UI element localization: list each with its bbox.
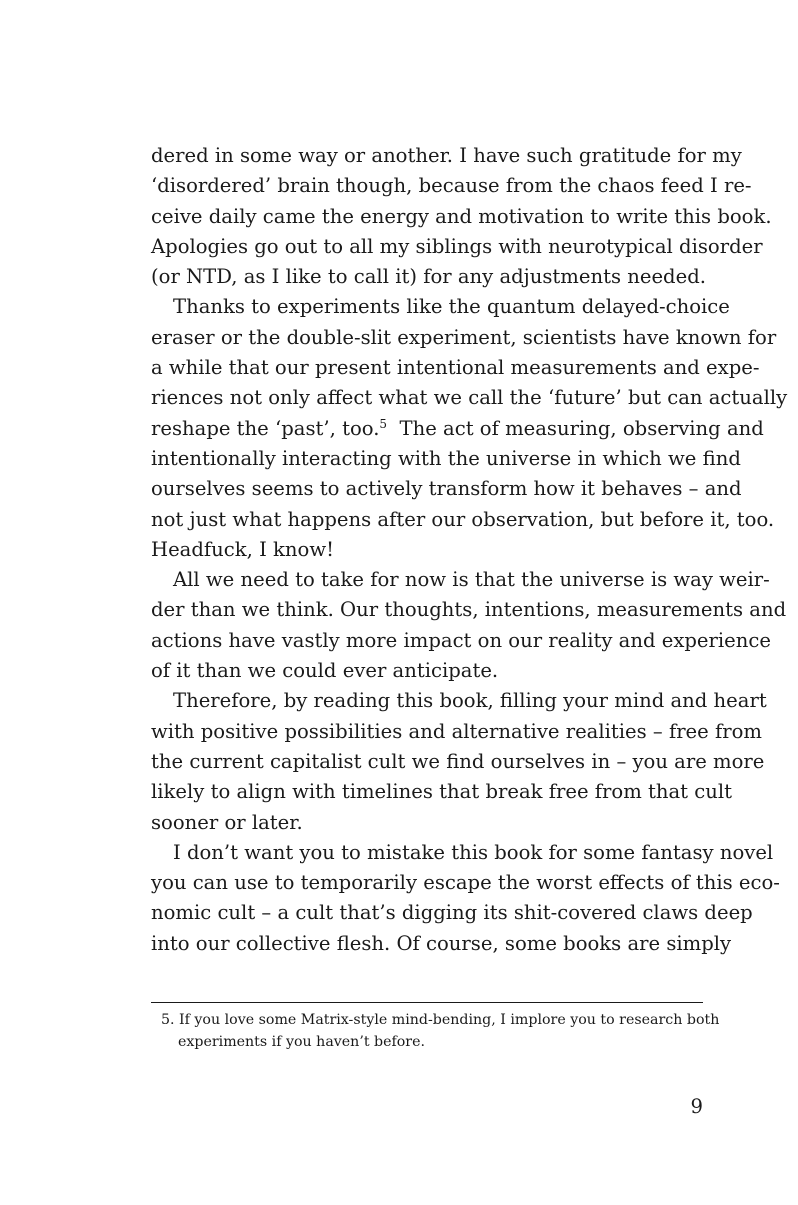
- text-line: Therefore, by reading this book, filling your mind and heart: [173, 689, 767, 713]
- text-line: into our collective flesh. Of course, some books are simply: [151, 931, 732, 955]
- text-line: eraser or the double-slit experiment, scientists have known for: [151, 325, 777, 349]
- text-segment: The act of measuring, observing and: [399, 416, 764, 440]
- text-line: riences not only affect what we call the ‘future’ but can actually: [151, 386, 788, 410]
- text-line: not just what happens after our observation, but before it, too.: [151, 507, 775, 531]
- body-text: [151, 141, 788, 959]
- text-line: I don’t want you to mistake this book for some fantasy novel: [173, 840, 774, 864]
- text-line: you can use to temporarily escape the worst effects of this eco-: [151, 871, 780, 895]
- text-segment: reshape the ‘past’, too.: [151, 416, 380, 440]
- text-line: Thanks to experiments like the quantum delayed-choice: [173, 295, 730, 319]
- text-line: likely to align with timelines that break free from that cult: [151, 780, 733, 804]
- text-line: ‘disordered’ brain though, because from the chaos feed I re-: [151, 174, 752, 198]
- text-line: All we need to take for now is that the universe is way weir-: [173, 568, 770, 592]
- text-line: intentionally interacting with the universe in which we find: [151, 446, 741, 470]
- text-line: the current capitalist cult we find ourselves in – you are more: [151, 749, 765, 773]
- text-line: of it than we could ever anticipate.: [151, 659, 499, 683]
- text-line: actions have vastly more impact on our reality and experience: [151, 628, 771, 652]
- footnote-divider: [151, 1002, 703, 1003]
- text-line: ceive daily came the energy and motivation to write this book.: [151, 204, 772, 228]
- text-line-with-footnote: [151, 414, 764, 444]
- footnote-line: 5. If you love some Matrix-style mind-bending, I implore you to research both: [161, 1012, 720, 1028]
- page-number: 9: [690, 1095, 703, 1118]
- footnote-line: experiments if you haven’t before.: [178, 1034, 425, 1050]
- footnote-reference: 5: [379, 416, 388, 431]
- text-line: der than we think. Our thoughts, intentions, measurements and: [151, 598, 787, 622]
- footnote: [161, 1009, 720, 1053]
- text-line: nomic cult – a cult that’s digging its shit-covered claws deep: [151, 901, 753, 925]
- text-line: with positive possibilities and alternative realities – free from: [151, 719, 762, 743]
- text-line: (or NTD, as I like to call it) for any adjustments needed.: [151, 265, 706, 289]
- text-line: ourselves seems to actively transform how it behaves – and: [151, 477, 742, 501]
- text-line: Headfuck, I know!: [151, 537, 334, 561]
- text-line: sooner or later.: [151, 810, 303, 834]
- text-line: Apologies go out to all my siblings with neurotypical disorder: [151, 234, 763, 258]
- text-line: dered in some way or another. I have such gratitude for my: [151, 144, 742, 167]
- text-line: a while that our present intentional measurements and expe-: [151, 356, 760, 380]
